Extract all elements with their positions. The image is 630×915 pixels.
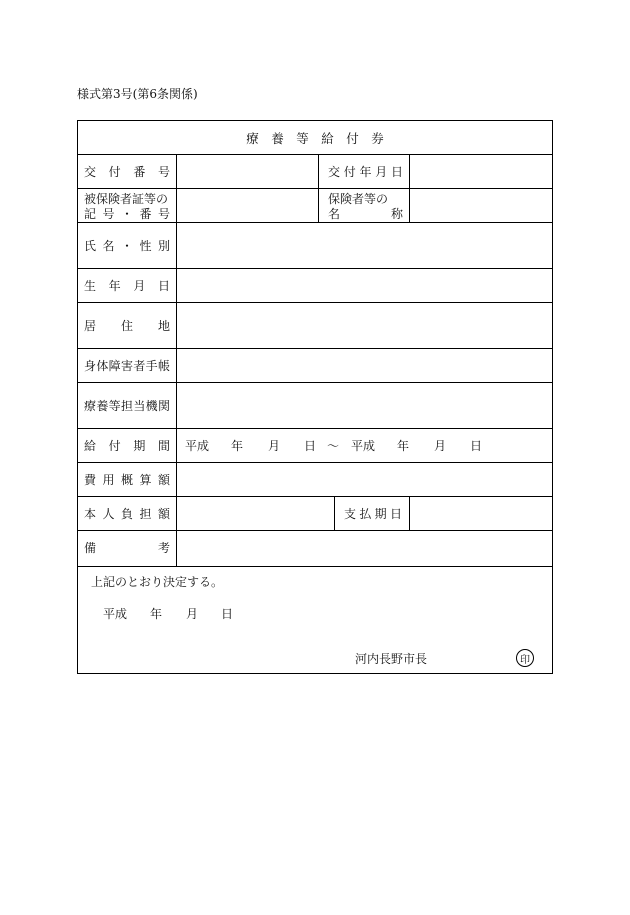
mayor-title: 河内長野市長 (355, 652, 428, 666)
label-char: 負 (120, 507, 133, 521)
label-char: 年 (359, 165, 372, 179)
period-to-year: 年 (397, 439, 410, 453)
insured-certificate-label (84, 193, 170, 220)
label-char: 支 (344, 507, 357, 521)
name-gender-field[interactable] (177, 223, 553, 268)
label-char: 地 (157, 319, 170, 333)
label-char: 生 (84, 279, 97, 293)
label-char: 番 (133, 165, 146, 179)
label-char: 当 (133, 399, 146, 413)
label-char: 称 (390, 207, 403, 221)
label-char: ・ (120, 207, 133, 221)
label-char: 害 (120, 359, 133, 373)
address-label (84, 320, 170, 332)
label-char: 名 (102, 239, 115, 253)
label-text-line1: 保険者等の (328, 192, 389, 206)
benefit-period-label (84, 440, 170, 452)
label-char: 付 (108, 165, 121, 179)
label-char: 額 (157, 507, 170, 521)
label-char: 障 (108, 359, 121, 373)
footer-era: 平成 (103, 607, 128, 621)
label-char: 担 (139, 507, 152, 521)
label-char: 氏 (84, 239, 97, 253)
insured-certificate-field[interactable] (177, 189, 318, 222)
period-from-day: 日 (304, 439, 317, 453)
issue-date-field[interactable] (410, 155, 553, 188)
label-char: 算 (139, 473, 152, 487)
label-char: 用 (102, 473, 115, 487)
label-char: 記 (84, 207, 97, 221)
period-from-year: 年 (231, 439, 244, 453)
label-char: 交 (328, 165, 341, 179)
form-number-label: 様式第3号(第6条関係) (77, 87, 198, 101)
decision-statement: 上記のとおり決定する。 (91, 575, 224, 589)
label-char: 関 (157, 399, 170, 413)
period-to-era: 平成 (351, 439, 376, 453)
payment-date-field[interactable] (410, 497, 553, 530)
label-char: 住 (120, 319, 133, 333)
label-text-line1: 被保険者証等の (84, 192, 169, 206)
label-text-line2 (84, 208, 170, 220)
issue-number-field[interactable] (177, 155, 318, 188)
label-char: 備 (84, 541, 97, 555)
seal-mark: 印 (516, 649, 534, 667)
label-char: 本 (84, 507, 97, 521)
footer-day: 日 (221, 607, 234, 621)
medical-benefit-voucher-form (77, 120, 553, 674)
label-char: 人 (102, 507, 115, 521)
label-char: 機 (145, 399, 158, 413)
period-from-month: 月 (268, 439, 281, 453)
self-pay-label (84, 508, 170, 520)
insurer-name-label (328, 193, 403, 220)
issue-number-label (84, 166, 170, 178)
birth-date-label (84, 280, 170, 292)
remarks-label (84, 542, 170, 554)
label-char: 概 (120, 473, 133, 487)
column-divider (334, 496, 335, 530)
name-gender-label (84, 240, 170, 252)
footer-year: 年 (150, 607, 163, 621)
label-char: 居 (84, 319, 97, 333)
label-char: 間 (157, 439, 170, 453)
label-char: 交 (84, 165, 97, 179)
period-separator: 〜 (327, 439, 340, 453)
label-char: 号 (157, 165, 170, 179)
estimated-cost-field[interactable] (177, 463, 553, 496)
column-divider (318, 154, 319, 222)
medical-institution-field[interactable] (177, 383, 553, 428)
period-to-month: 月 (434, 439, 447, 453)
form-title: 療 養 等 給 付 券 (246, 131, 384, 146)
label-char: 期 (374, 507, 387, 521)
label-char: 給 (84, 439, 97, 453)
label-text-line2 (328, 208, 403, 220)
label-char: 養 (96, 399, 109, 413)
label-char: 番 (139, 207, 152, 221)
label-char: 名 (328, 207, 341, 221)
label-char: 付 (343, 165, 356, 179)
label-char: 月 (375, 165, 388, 179)
label-char: 者 (133, 359, 146, 373)
medical-institution-label (84, 400, 170, 412)
footer-month: 月 (186, 607, 199, 621)
label-char: 日 (157, 279, 170, 293)
label-char: 日 (389, 507, 402, 521)
estimated-cost-label (84, 474, 170, 486)
label-char: 付 (108, 439, 121, 453)
label-char: 帳 (157, 359, 170, 373)
label-char: 号 (102, 207, 115, 221)
label-char: 体 (96, 359, 109, 373)
birth-date-field[interactable] (177, 269, 553, 302)
label-char: 療 (84, 399, 97, 413)
insurer-name-field[interactable] (410, 189, 553, 222)
label-char: 払 (359, 507, 372, 521)
label-char: 費 (84, 473, 97, 487)
label-char: 年 (108, 279, 121, 293)
period-from-era: 平成 (185, 439, 210, 453)
issue-date-label (328, 166, 403, 178)
label-char: 身 (84, 359, 97, 373)
self-pay-field[interactable] (177, 497, 334, 530)
label-char: 月 (133, 279, 146, 293)
row-divider (78, 566, 552, 567)
payment-date-label (344, 508, 402, 520)
label-char: 考 (157, 541, 170, 555)
disability-handbook-label (84, 360, 170, 372)
label-char: 期 (133, 439, 146, 453)
label-char: 額 (157, 473, 170, 487)
label-char: 手 (145, 359, 158, 373)
label-char: 性 (139, 239, 152, 253)
period-to-day: 日 (470, 439, 483, 453)
label-char: 日 (390, 165, 403, 179)
label-char: 等 (108, 399, 121, 413)
address-field[interactable] (177, 303, 553, 348)
label-char: ・ (120, 239, 133, 253)
disability-handbook-field[interactable] (177, 349, 553, 382)
label-char: 号 (157, 207, 170, 221)
label-char: 別 (157, 239, 170, 253)
remarks-field[interactable] (177, 531, 553, 566)
label-char: 担 (120, 399, 133, 413)
